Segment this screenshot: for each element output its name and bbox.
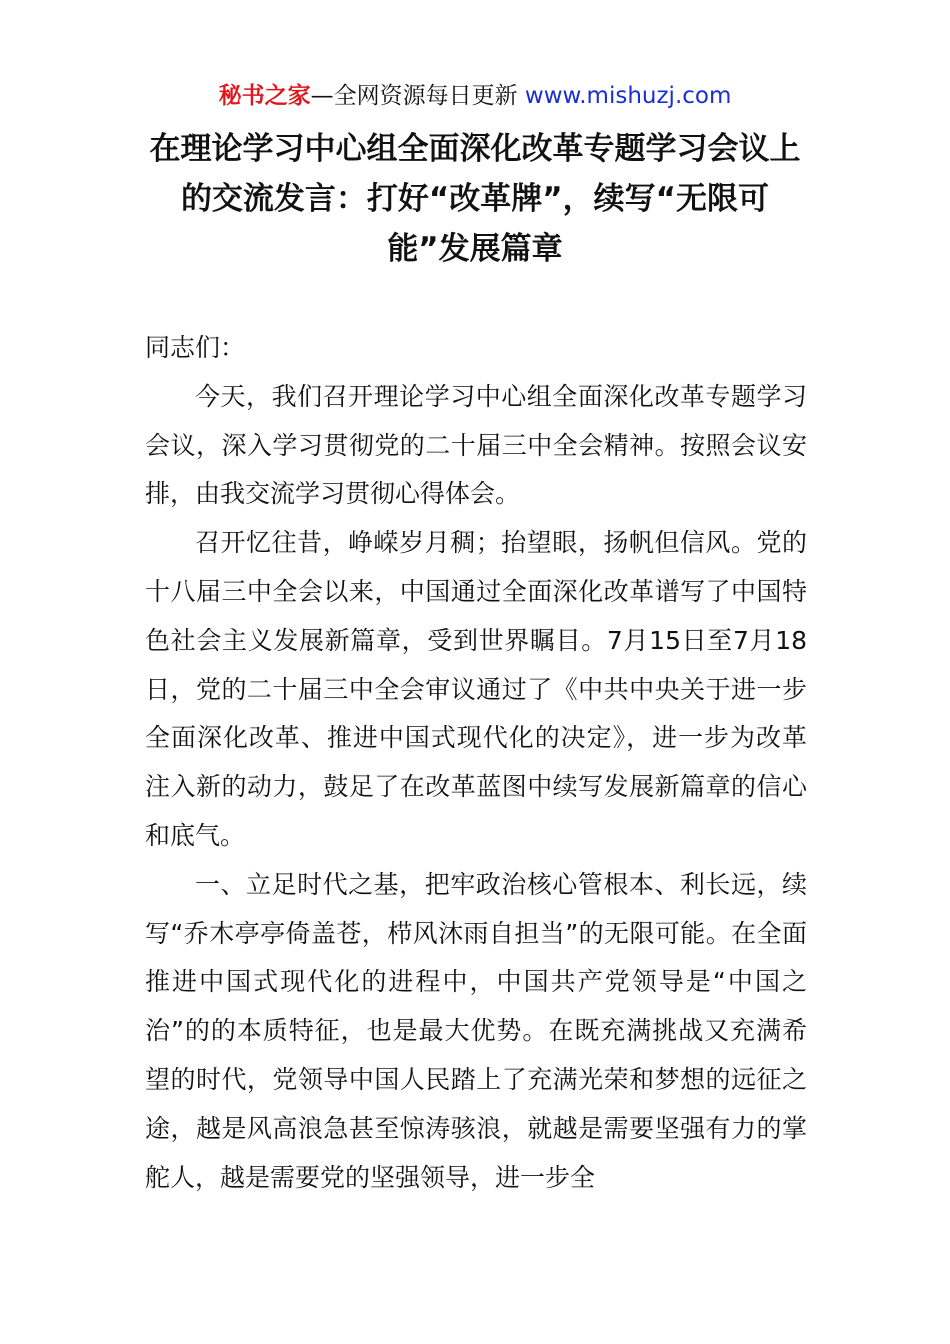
banner-tagline: —全网资源每日更新 [310,83,525,109]
salutation: 同志们： [145,333,246,362]
document-body [145,324,807,1202]
site-banner [0,80,950,112]
brand-name: 秘书之家 [218,83,311,109]
paragraph: 一、立足时代之基，把牢政治核心管根本、利长远，续写“乔木亭亭倚盖苍，栉风沐雨自担当”的无限可能。在全面推进中国式现代化的进程中，中国共产党领导是“中国之治”的的本质特征，也是最大优势。在既充满挑战又充满希望的时代，党领导中国人民踏上了充满光荣和梦想的远征之途，越是风高浪急甚至惊涛骇浪，就越是需要坚强有力的掌舵人，越是需要党的坚强领导，进一步全 [145,869,807,1192]
paragraph: 今天，我们召开理论学习中心组全面深化改革专题学习会议，深入学习贯彻党的二十届三中全会精神。按照会议安排，由我交流学习贯彻心得体会。 [145,381,807,509]
document-title: 在理论学习中心组全面深化改革专题学习会议上的交流发言：打好“改革牌”，续写“无限可能”发展篇章 [149,131,801,267]
paragraph: 召开忆往昔，峥嵘岁月稠；抬望眼，扬帆但信风。党的十八届三中全会以来，中国通过全面深化改革谱写了中国特色社会主义发展新篇章，受到世界瞩目。7月15日至7月18日，党的二十届三中全会审议通过了《中共中央关于进一步全面深化改革、推进中国式现代化的决定》，进一步为改革注入新的动力，鼓足了在改革蓝图中续写发展新篇章的信心和底气。 [145,528,807,850]
site-url-link[interactable]: www.mishuzj.com [524,83,732,109]
